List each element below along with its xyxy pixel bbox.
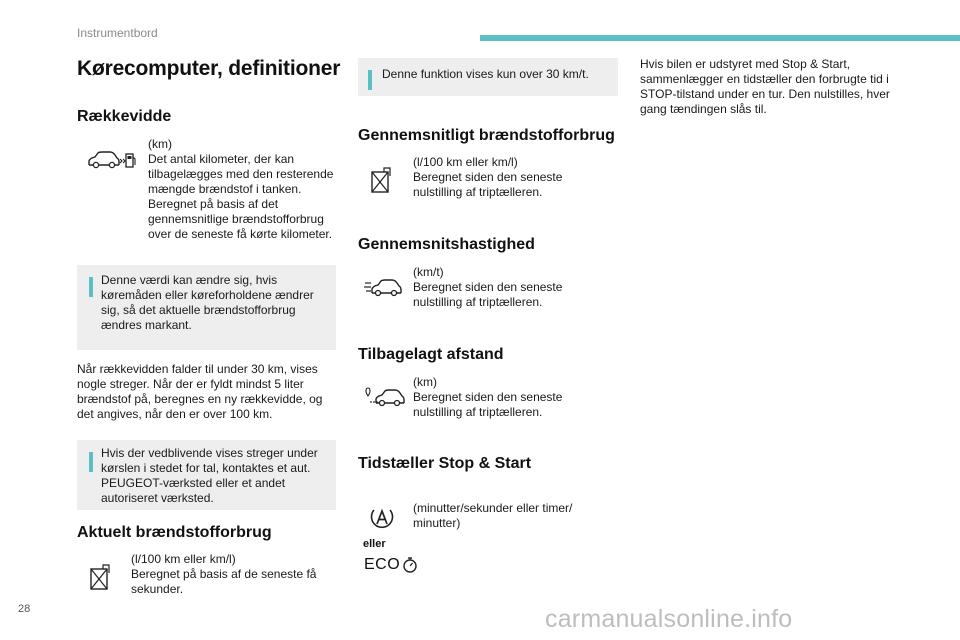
average-consumption-unit: (l/100 km eller km/l) — [413, 155, 518, 169]
range-description: Det antal kilometer, der kan tilbagelægges med den resterende mængde brændstof i tanken. Beregnet på basis af det gennemsnitlige brændstofforbrug over de seneste få kørte kilometer. — [148, 152, 334, 241]
info-note-text: Hvis der vedblivende vises streger under kørslen i stedet for tal, kontaktes et aut. PEUGEOT-værksted eller et andet autoriseret værksted. — [101, 446, 318, 505]
page-number: 28 — [18, 603, 31, 615]
info-icon — [89, 448, 93, 472]
heading-range: Rækkevidde — [77, 108, 172, 125]
stop-start-description: Hvis bilen er udstyret med Stop & Start, sammenlægger en tidstæller den forbrugte tid i STOP-tilstand under en tur. Den nulstilles, hver gang tændingen slås til. — [640, 57, 890, 116]
info-note-speed — [358, 58, 618, 96]
heading-stop-start: Tidstæller Stop & Start — [358, 455, 532, 472]
range-paragraph: Når rækkevidden falder til under 30 km, vises nogle streger. Når der er fyldt mindst 5 liter brændstof på, beregnes en ny rækkevidde, og det angives, når den er over 100 km. — [77, 362, 323, 421]
info-note-range — [77, 265, 336, 350]
stop-start-unit: (minutter/sekunder eller timer/ minutter) — [413, 501, 573, 530]
page-title: Kørecomputer, definitioner — [77, 57, 341, 80]
info-note-text: Denne funktion vises kun over 30 km/t. — [382, 67, 589, 81]
current-consumption-description: Beregnet på basis af de seneste få sekunder. — [131, 567, 317, 596]
stop-start-a-icon — [368, 504, 396, 532]
average-consumption-description: Beregnet siden den seneste nulstilling af triptælleren. — [413, 170, 563, 199]
distance-description: Beregnet siden den seneste nulstilling af triptælleren. — [413, 390, 563, 419]
car-speed-icon — [364, 276, 402, 298]
eco-label: ECO — [364, 556, 401, 573]
car-distance-icon — [363, 386, 405, 408]
info-icon — [89, 273, 93, 297]
header-accent-bar — [480, 35, 960, 41]
heading-average-consumption: Gennemsnitligt brændstofforbrug — [358, 127, 615, 144]
average-speed-description: Beregnet siden den seneste nulstilling af triptælleren. — [413, 280, 563, 309]
average-speed-unit: (km/t) — [413, 265, 444, 279]
info-note-text: Denne værdi kan ændre sig, hvis køremåden eller køreforholdene ændrer sig, så det aktuelle brændstofforbrug ændres markant. — [101, 273, 314, 332]
watermark: carmanualsonline.info — [545, 605, 793, 633]
eco-timer-group — [364, 556, 418, 574]
distance-unit: (km) — [413, 375, 437, 389]
fuel-pump-icon — [89, 563, 111, 591]
info-icon — [368, 66, 372, 90]
heading-average-speed: Gennemsnitshastighed — [358, 236, 535, 253]
heading-distance: Tilbagelagt afstand — [358, 346, 504, 363]
heading-current-consumption: Aktuelt brændstofforbrug — [77, 524, 272, 541]
section-header: Instrumentbord — [77, 26, 158, 40]
range-unit: (km) — [148, 137, 172, 151]
info-note-dashes — [77, 440, 336, 510]
car-range-fuel-icon — [86, 149, 136, 171]
fuel-pump-icon — [370, 166, 392, 194]
eco-timer-icon — [402, 556, 418, 574]
or-label: eller — [363, 538, 386, 550]
current-consumption-unit: (l/100 km eller km/l) — [131, 552, 236, 566]
